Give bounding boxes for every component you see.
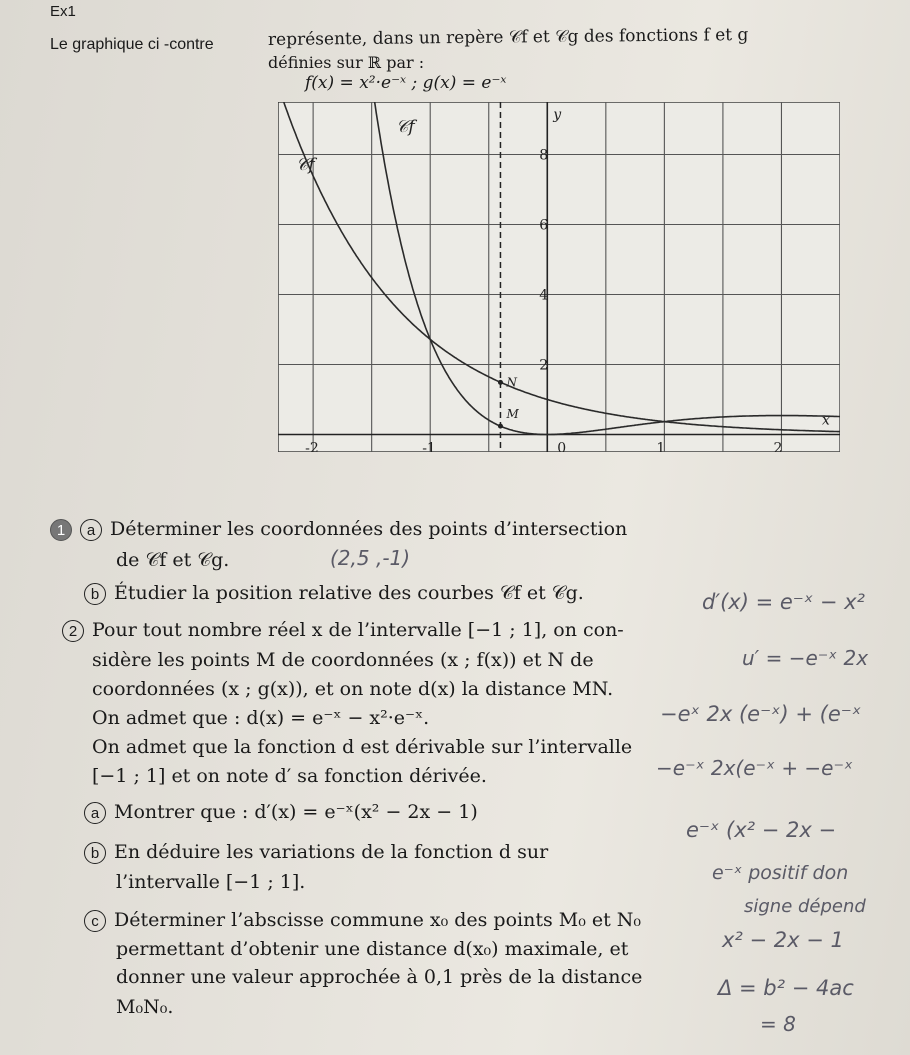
point-n-label: N — [506, 375, 517, 390]
exercise-label: Ex1 — [50, 3, 76, 20]
question-2-number: 2 — [62, 620, 84, 642]
question-1b-letter: b — [84, 583, 106, 605]
y-tick-label: 4 — [539, 287, 549, 304]
point-n — [498, 380, 503, 385]
question-2a-text: Montrer que : d′(x) = e⁻ˣ(x² − 2x − 1) — [114, 801, 478, 823]
x-tick-label: 0 — [557, 440, 567, 452]
x-axis-label: x — [822, 412, 830, 429]
handwritten-answer-1a: (2,5 ,-1) — [330, 546, 411, 570]
handwritten-note-7: signe dépend — [744, 896, 866, 917]
point-m — [498, 424, 503, 429]
question-2b — [84, 838, 548, 866]
question-2-line-4: On admet que : d(x) = e⁻ˣ − x²·e⁻ˣ. — [92, 707, 430, 729]
y-tick-label: 2 — [539, 357, 549, 374]
x-tick-label: 1 — [656, 440, 666, 452]
y-axis-label: y — [553, 107, 562, 123]
question-2-line-2: sidère les points M de coordonnées (x ; f(x)) et N de — [92, 649, 594, 671]
intro-line-2: définies sur ℝ par : — [268, 53, 425, 72]
question-1a — [50, 515, 627, 543]
question-2b-letter: b — [84, 842, 106, 864]
graph-svg — [278, 102, 840, 452]
question-2c-letter: c — [84, 910, 106, 932]
handwritten-note-9: Δ = b² − 4ac — [718, 976, 854, 1000]
question-1a-letter: a — [80, 519, 102, 541]
handwritten-note-4: −e⁻ˣ 2x(e⁻ˣ + −e⁻ˣ — [656, 756, 853, 780]
question-2c-line-4: M₀N₀. — [116, 996, 174, 1018]
handwritten-note-3: −eˣ 2x (e⁻ˣ) + (e⁻ˣ — [660, 702, 862, 726]
handwritten-note-5: e⁻ˣ (x² − 2x − — [686, 818, 837, 842]
point-m-label: M — [506, 407, 519, 422]
question-2-line-5: On admet que la fonction d est dérivable sur l’intervalle — [92, 736, 633, 758]
handwritten-note-6: e⁻ˣ positif don — [712, 862, 849, 884]
question-2c — [84, 906, 641, 934]
handwritten-note-8: x² − 2x − 1 — [722, 928, 844, 952]
handwritten-note-10: = 8 — [760, 1012, 796, 1036]
curve-label-left: 𝒞f — [296, 155, 315, 175]
handwritten-note-1: d′(x) = e⁻ˣ − x² — [702, 590, 865, 614]
question-2a — [84, 798, 478, 826]
question-2-line-3: coordonnées (x ; g(x)), et on note d(x) la distance MN. — [92, 678, 614, 700]
question-1a-line-2: de 𝒞f et 𝒞g. — [116, 549, 230, 571]
question-2-line-1: Pour tout nombre réel x de l’intervalle [−1 ; 1], on con- — [92, 619, 624, 641]
question-2-line-6: [−1 ; 1] et on note d′ sa fonction dérivée. — [92, 765, 487, 787]
question-2c-line-3: donner une valeur approchée à 0,1 près de la distance — [116, 966, 643, 988]
question-1b-text: Étudier la position relative des courbes 𝒞f et 𝒞g. — [114, 582, 584, 604]
intro-printed-text: Le graphique ci -contre — [50, 36, 214, 53]
x-tick-label: -1 — [422, 440, 436, 452]
question-2a-letter: a — [84, 802, 106, 824]
question-2 — [62, 616, 624, 644]
question-2c-line-2: permettant d’obtenir une distance d(x₀) maximale, et — [116, 938, 629, 960]
curve-label-top: 𝒞f — [396, 117, 415, 137]
y-tick-label: 6 — [539, 217, 549, 234]
question-2c-line-1: Déterminer l’abscisse commune x₀ des points M₀ et N₀ — [114, 909, 642, 931]
intro-line-1: représente, dans un repère 𝒞f et 𝒞g des fonctions f et g — [267, 24, 749, 50]
question-2b-line-1: En déduire les variations de la fonction d sur — [114, 841, 549, 863]
question-1a-line-1: Déterminer les coordonnées des points d’intersection — [110, 518, 628, 540]
x-tick-label: 2 — [773, 440, 783, 452]
question-1-number: 1 — [50, 519, 72, 541]
question-2b-line-2: l’intervalle [−1 ; 1]. — [116, 871, 306, 893]
x-tick-label: -2 — [305, 440, 319, 452]
y-tick-label: 8 — [539, 147, 549, 164]
function-graph — [278, 102, 840, 452]
handwritten-note-2: u′ = −e⁻ˣ 2x — [742, 646, 869, 670]
intro-formulas: f(x) = x²·e⁻ˣ ; g(x) = e⁻ˣ — [305, 73, 507, 93]
question-1b — [84, 579, 584, 607]
